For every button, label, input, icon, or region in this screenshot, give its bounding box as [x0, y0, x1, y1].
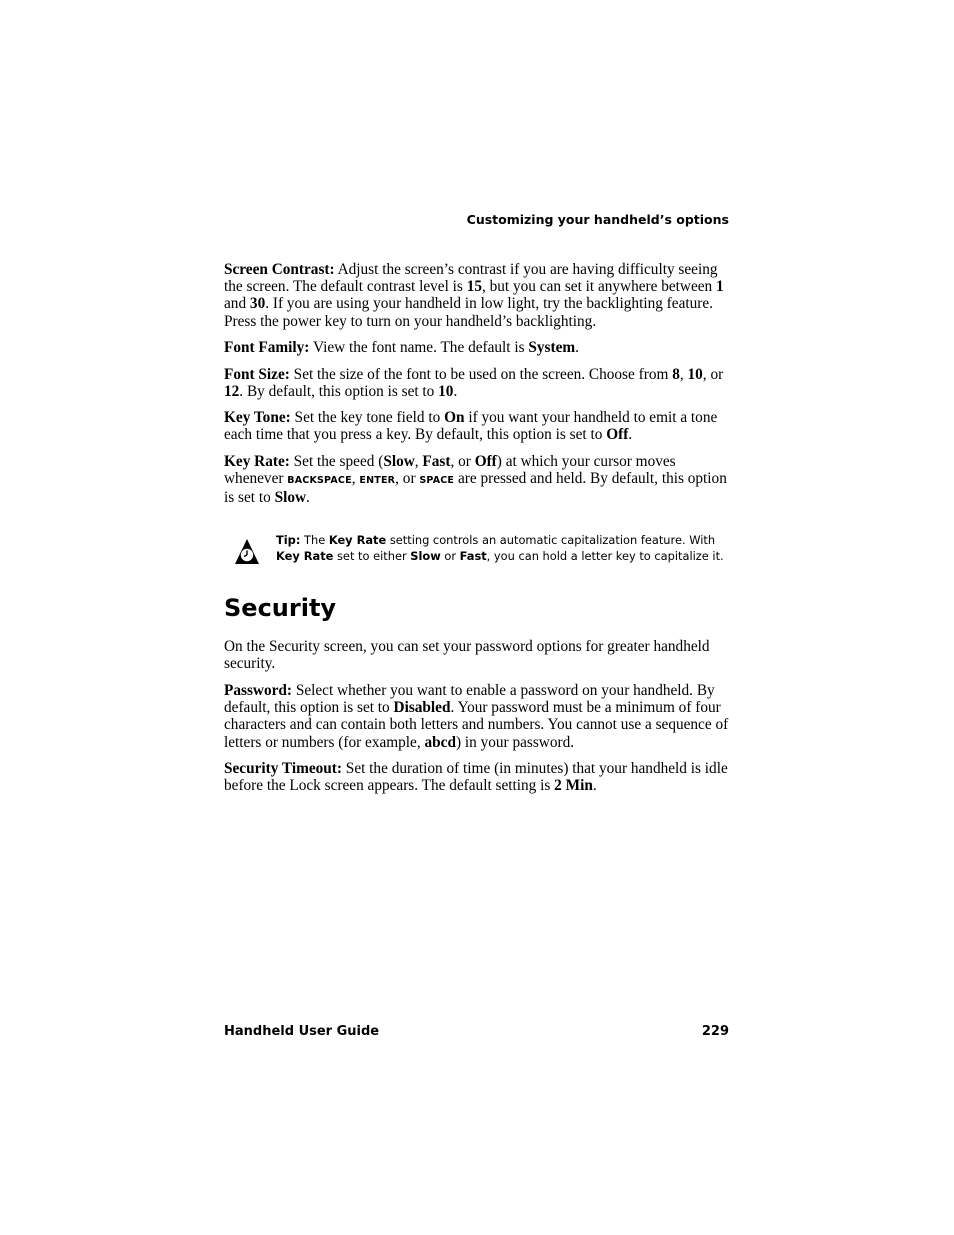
font-family-paragraph [224, 339, 729, 356]
font-size-option: 8 [672, 366, 680, 383]
screen-contrast-text: , but you can set it anywhere between [481, 278, 717, 296]
key-rate-text: . [306, 489, 310, 507]
password-text: ) in your password. [455, 733, 575, 751]
font-size-default: 10 [438, 383, 454, 401]
security-timeout-text: Set the duration of time (in minutes) that your handheld is idle before the Lock screen appears. The default setting is [224, 760, 728, 795]
tip-bold-run: Key Rate [276, 548, 334, 563]
password-example: abcd [424, 733, 456, 751]
tip-text [276, 533, 729, 564]
tip-text-run: , you can hold a letter key to capitalize it. [486, 548, 724, 563]
password-text: Select whether you want to enable a password on your handheld. By default, this option is set to [224, 682, 715, 717]
screen-contrast-label: Screen Contrast: [224, 261, 335, 278]
font-size-option: 10 [687, 366, 703, 383]
tip-icon [234, 538, 260, 566]
backspace-key-label: BACKSPACE [287, 475, 352, 487]
security-intro: On the Security screen, you can set your password options for greater handheld security. [224, 638, 710, 673]
key-rate-text: , or [450, 453, 475, 470]
security-timeout-label: Security Timeout: [224, 760, 342, 777]
password-label: Password: [224, 682, 292, 699]
key-rate-label: Key Rate: [224, 453, 290, 470]
font-size-text: . [453, 383, 458, 401]
tip-bold-run: Key Rate [328, 533, 387, 547]
enter-key-label: ENTER [359, 475, 396, 487]
tip-text-run: The [300, 533, 329, 547]
password-default: Disabled [393, 699, 451, 717]
font-size-label: Font Size: [224, 366, 290, 383]
password-paragraph [224, 682, 729, 751]
font-size-text: , or [702, 366, 724, 383]
footer-guide-title: Handheld User Guide [224, 1024, 380, 1039]
font-size-paragraph [224, 366, 729, 400]
key-rate-text: , or [395, 470, 420, 488]
font-size-text: . By default, this option is set to [239, 383, 439, 401]
key-rate-text: , [351, 470, 360, 488]
security-timeout-text: . [592, 777, 597, 795]
tip-bold-run: Fast [459, 548, 487, 563]
font-family-label: Font Family: [224, 339, 310, 356]
font-size-text: , [679, 366, 688, 383]
key-rate-text: ) at which your cursor moves whenever [224, 453, 676, 488]
key-rate-option: Off [474, 453, 497, 470]
security-timeout-paragraph [224, 760, 729, 794]
font-size-option: 12 [224, 383, 240, 401]
default-contrast-value: 15 [466, 278, 482, 296]
font-size-text: Set the size of the font to be used on the screen. Choose from [289, 366, 673, 383]
screen-contrast-text: Adjust the screen’s contrast if you are having difficulty seeing the screen. The default contrast level is [224, 261, 718, 296]
tip-box [224, 533, 729, 573]
space-key-label: SPACE [419, 475, 455, 487]
security-timeout-default: 2 Min [554, 777, 593, 795]
key-tone-on: On [444, 409, 465, 426]
key-rate-option: Fast [422, 453, 451, 470]
key-rate-text: Set the speed ( [289, 453, 384, 470]
key-tone-label: Key Tone: [224, 409, 291, 426]
tip-text-run: or [440, 548, 460, 563]
running-header: Customizing your handheld’s options [466, 212, 729, 227]
key-tone-default: Off [606, 426, 629, 444]
password-text: . Your password must be a minimum of four characters and can contain both letters and numbers. You cannot use a sequence of letters or numbers (for example, [224, 699, 729, 751]
tip-bold-run: Slow [410, 548, 441, 563]
key-tone-text: if you want your handheld to emit a tone each time that you press a key. By default, this option is set to [224, 409, 718, 444]
tip-text-run: set to either [333, 548, 411, 563]
max-contrast-value: 30 [249, 295, 266, 313]
tip-label: Tip: [276, 533, 301, 547]
page-number: 229 [701, 1024, 729, 1039]
font-family-text: View the font name. The default is [309, 339, 529, 356]
security-heading: Security [224, 594, 337, 622]
key-rate-text: are pressed and held. By default, this option is set to [224, 470, 727, 507]
screen-contrast-text: and [224, 295, 250, 313]
key-rate-option: Slow [383, 453, 415, 470]
key-rate-default: Slow [274, 489, 307, 507]
screen-contrast-text: . If you are using your handheld in low light, try the backlighting feature. Press the power key to turn on your handheld’s backlighting. [224, 295, 713, 330]
key-tone-text: Set the key tone field to [290, 409, 445, 426]
screen-contrast-paragraph [224, 261, 729, 330]
tip-text-run: setting controls an automatic capitalization feature. With [386, 533, 716, 547]
font-family-default: System [528, 339, 576, 356]
key-rate-text: , [414, 453, 423, 470]
min-contrast-value: 1 [716, 278, 724, 296]
font-family-text: . [575, 339, 579, 356]
key-rate-paragraph [224, 453, 729, 507]
key-tone-paragraph [224, 409, 729, 443]
key-tone-text: . [628, 426, 633, 444]
